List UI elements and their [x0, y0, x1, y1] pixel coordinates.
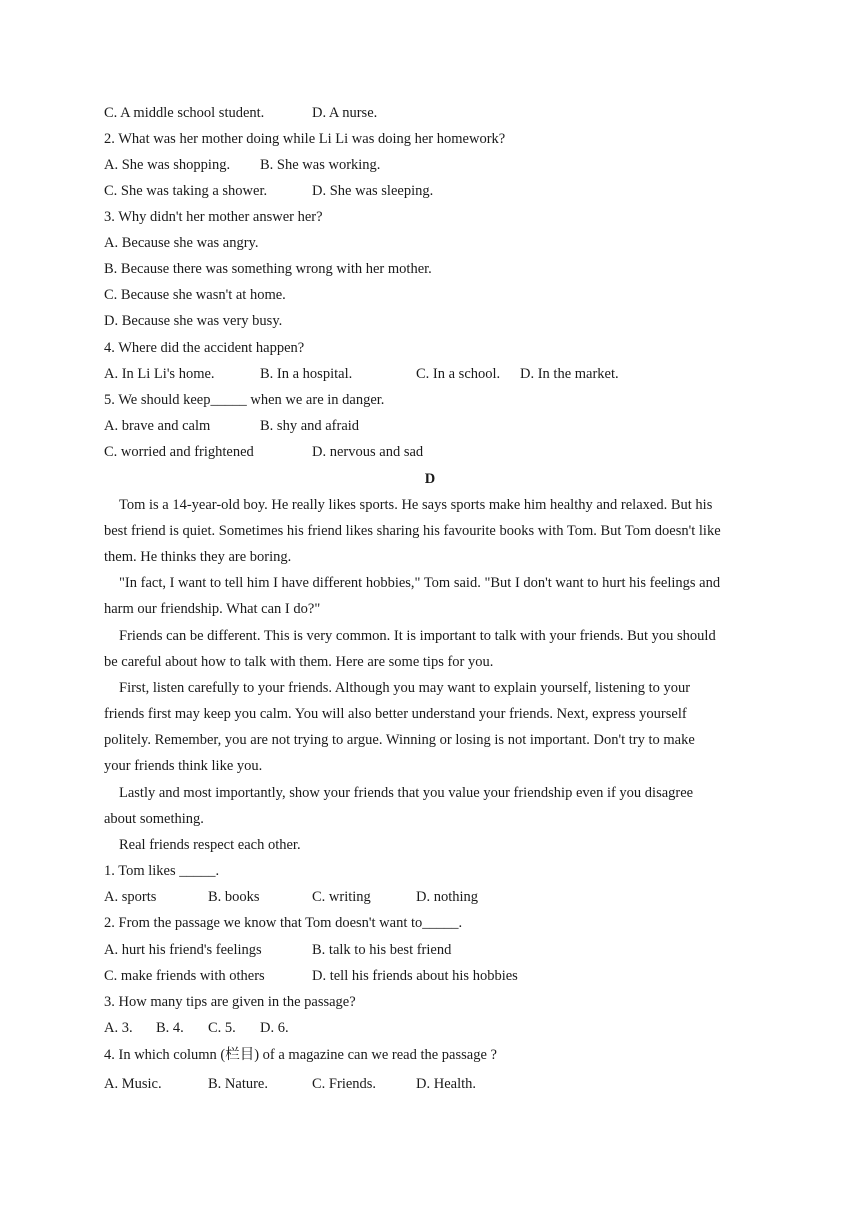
passage-line: about something. [104, 811, 204, 827]
d-q1-option-b: B. books [208, 889, 260, 905]
c-q5-option-a: A. brave and calm [104, 418, 211, 434]
c-q3-option-a: A. Because she was angry. [104, 235, 259, 251]
d-q3-options-row [104, 1018, 764, 1038]
d-q1-options-row [104, 887, 764, 907]
passage-line: Real friends respect each other. [119, 837, 301, 853]
c-q3-option-c: C. Because she wasn't at home. [104, 287, 286, 303]
passage-line: First, listen carefully to your friends. Although you may want to explain yourself, listening to your [119, 680, 691, 696]
d-q2-option-d: D. tell his friends about his hobbies [312, 968, 518, 984]
d-q2-option-b: B. talk to his best friend [312, 942, 452, 958]
c-q4-question: 4. Where did the accident happen? [104, 340, 305, 356]
passage-line: Lastly and most importantly, show your friends that you value your friendship even if you disagree [119, 785, 694, 801]
c-q5-option-d: D. nervous and sad [312, 444, 424, 460]
c-q4-option-d: D. In the market. [520, 366, 619, 382]
c-q2-option-b: B. She was working. [260, 157, 381, 173]
c-q1-option-d: D. A nurse. [312, 105, 378, 121]
section-heading-d: D [424, 471, 436, 487]
c-q2-options-row-1 [104, 155, 764, 175]
d-q1-option-a: A. sports [104, 889, 157, 905]
d-q3-option-d: D. 6. [260, 1020, 289, 1036]
c-q4-option-b: B. In a hospital. [260, 366, 353, 382]
c-q1-option-c: C. A middle school student. [104, 105, 265, 121]
d-q2-option-a: A. hurt his friend's feelings [104, 942, 262, 958]
c-q5-options-row-1 [104, 416, 764, 436]
c-q2-question: 2. What was her mother doing while Li Li was doing her homework? [104, 131, 506, 147]
c-q4-option-a: A. In Li Li's home. [104, 366, 215, 382]
d-q2-question: 2. From the passage we know that Tom doesn't want to_____. [104, 915, 463, 931]
d-q4-options-row [104, 1074, 764, 1094]
d-q2-option-c: C. make friends with others [104, 968, 265, 984]
d-q4-option-a: A. Music. [104, 1076, 162, 1092]
d-q4-question: 4. In which column (栏目) of a magazine can we read the passage ? [104, 1047, 497, 1063]
c-q2-options-row-2 [104, 181, 764, 201]
d-q3-question: 3. How many tips are given in the passage? [104, 994, 356, 1010]
c-q5-question: 5. We should keep_____ when we are in danger. [104, 392, 385, 408]
passage-line: "In fact, I want to tell him I have different hobbies," Tom said. "But I don't want to hurt his feelings and [119, 575, 721, 591]
d-q4-option-c: C. Friends. [312, 1076, 377, 1092]
c-q5-options-row-2 [104, 442, 764, 462]
c-q4-option-c: C. In a school. [416, 366, 501, 382]
c-q5-option-c: C. worried and frightened [104, 444, 254, 460]
passage-line: politely. Remember, you are not trying to argue. Winning or losing is not important. Don't try to make [104, 732, 695, 748]
d-q3-option-a: A. 3. [104, 1020, 133, 1036]
d-q1-option-d: D. nothing [416, 889, 479, 905]
d-q2-options-row-2 [104, 966, 764, 986]
d-q3-option-b: B. 4. [156, 1020, 184, 1036]
passage-line: them. He thinks they are boring. [104, 549, 292, 565]
c-q2-option-c: C. She was taking a shower. [104, 183, 268, 199]
d-q1-question: 1. Tom likes _____. [104, 863, 220, 879]
passage-line: Tom is a 14-year-old boy. He really likes sports. He says sports make him healthy and relaxed. But his [119, 497, 713, 513]
c-q5-option-b: B. shy and afraid [260, 418, 360, 434]
passage-line: harm our friendship. What can I do?" [104, 601, 321, 617]
d-q1-option-c: C. writing [312, 889, 371, 905]
d-q4-option-d: D. Health. [416, 1076, 476, 1092]
d-q2-options-row-1 [104, 940, 764, 960]
c-q3-question: 3. Why didn't her mother answer her? [104, 209, 323, 225]
passage-line: your friends think like you. [104, 758, 263, 774]
c-q3-option-d: D. Because she was very busy. [104, 313, 283, 329]
c-q2-option-d: D. She was sleeping. [312, 183, 434, 199]
c-q3-option-b: B. Because there was something wrong with her mother. [104, 261, 432, 277]
c-q2-option-a: A. She was shopping. [104, 157, 231, 173]
d-q4-option-b: B. Nature. [208, 1076, 268, 1092]
c-q4-options-row [104, 364, 764, 384]
passage-line: friends first may keep you calm. You will also better understand your friends. Next, express yourself [104, 706, 687, 722]
passage-line: Friends can be different. This is very common. It is important to talk with your friends. But you should [119, 628, 716, 644]
c-q1-options-row [104, 103, 764, 123]
d-q3-option-c: C. 5. [208, 1020, 236, 1036]
passage-line: be careful about how to talk with them. Here are some tips for you. [104, 654, 494, 670]
passage-line: best friend is quiet. Sometimes his friend likes sharing his favourite books with Tom. But Tom doesn't like [104, 523, 721, 539]
